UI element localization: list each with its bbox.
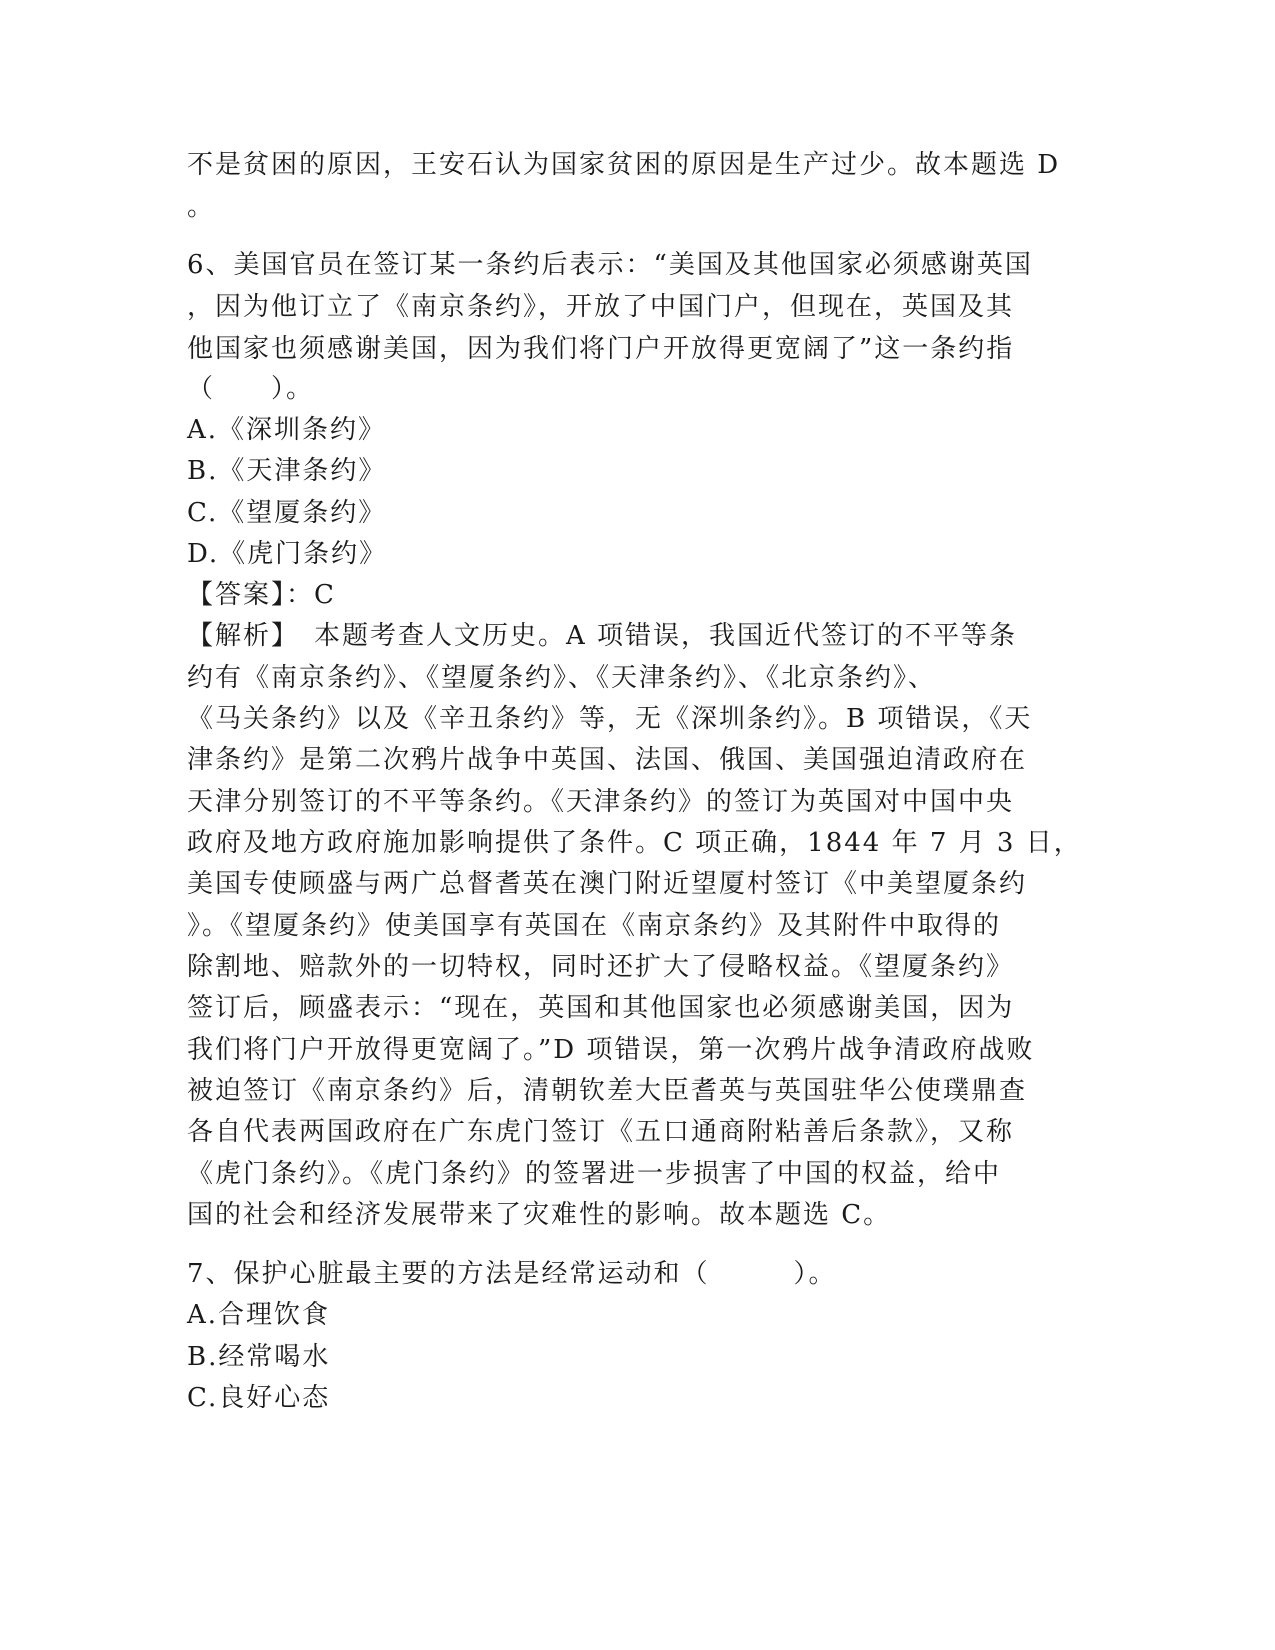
q7-option-b: B.经常喝水: [187, 1342, 331, 1372]
q6-explanation-line: 政府及地方政府施加影响提供了条件。C 项正确，1844 年 7 月 3 日，: [187, 828, 1082, 858]
q6-explanation-line: 《马关条约》以及《辛丑条约》等，无《深圳条约》。B 项错误，《天: [187, 704, 1033, 734]
q6-explanation-line: 各自代表两国政府在广东虎门签订《五口通商附粘善后条款》，又称: [187, 1117, 1015, 1147]
q6-explanation-line: 被迫签订《南京条约》后，清朝钦差大臣耆英与英国驻华公使璞鼎查: [187, 1076, 1028, 1106]
q6-explanation-line: 【解析】 本题考查人文历史。A 项错误，我国近代签订的不平等条: [187, 621, 1018, 651]
q7-option-a: A.合理饮食: [187, 1300, 331, 1330]
q6-explanation-line: 签订后，顾盛表示：“现在，英国和其他国家也必须感谢美国，因为: [187, 993, 1015, 1023]
q6-option-a: A.《深圳条约》: [187, 415, 387, 445]
answer-label: 【答案】：: [187, 580, 315, 610]
q6-stem-line: 他国家也须感谢美国，因为我们将门户开放得更宽阔了”这一条约指: [187, 334, 1015, 364]
q6-stem-line: 6、美国官员在签订某一条约后表示：“美国及其他国家必须感谢英国: [187, 250, 1033, 280]
q6-explanation-line: 天津分别签订的不平等条约。《天津条约》的签订为英国对中国中央: [187, 787, 1015, 817]
answer-value: C: [314, 580, 336, 610]
q7-option-c: C.良好心态: [187, 1383, 331, 1413]
prev-explanation-line: 不是贫困的原因，王安石认为国家贫困的原因是生产过少。故本题选 D: [187, 150, 1061, 180]
q6-explanation-line: 美国专使顾盛与两广总督耆英在澳门附近望厦村签订《中美望厦条约: [187, 869, 1028, 899]
q6-explanation-line: 国的社会和经济发展带来了灾难性的影响。故本题选 C。: [187, 1200, 892, 1230]
q6-option-c: C.《望厦条约》: [187, 498, 387, 528]
q6-explanation-line: 》。《望厦条约》使美国享有英国在《南京条约》及其附件中取得的: [187, 911, 1002, 941]
q6-explanation-line: 除割地、赔款外的一切特权，同时还扩大了侵略权益。《望厦条约》: [187, 952, 1015, 982]
q6-explanation-line: 《虎门条约》。《虎门条约》的签署进一步损害了中国的权益，给中: [187, 1159, 1002, 1189]
q6-option-d: D.《虎门条约》: [187, 539, 388, 569]
q6-explanation-line: 约有《南京条约》、《望厦条约》、《天津条约》、《北京条约》、: [187, 663, 937, 693]
q7-stem: 7、保护心脏最主要的方法是经常运动和（ ）。: [187, 1259, 837, 1289]
q6-explanation-line: 我们将门户开放得更宽阔了。”D 项错误，第一次鸦片战争清政府战败: [187, 1035, 1035, 1065]
q6-explanation-line: 津条约》是第二次鸦片战争中英国、法国、俄国、美国强迫清政府在: [187, 745, 1028, 775]
prev-explanation-line: 。: [187, 192, 216, 222]
q6-stem-line: （ ）。: [187, 374, 315, 404]
q6-option-b: B.《天津条约》: [187, 456, 387, 486]
q6-stem-line: ，因为他订立了《南京条约》，开放了中国门户，但现在，英国及其: [187, 292, 1015, 322]
q6-answer: [187, 578, 1087, 612]
